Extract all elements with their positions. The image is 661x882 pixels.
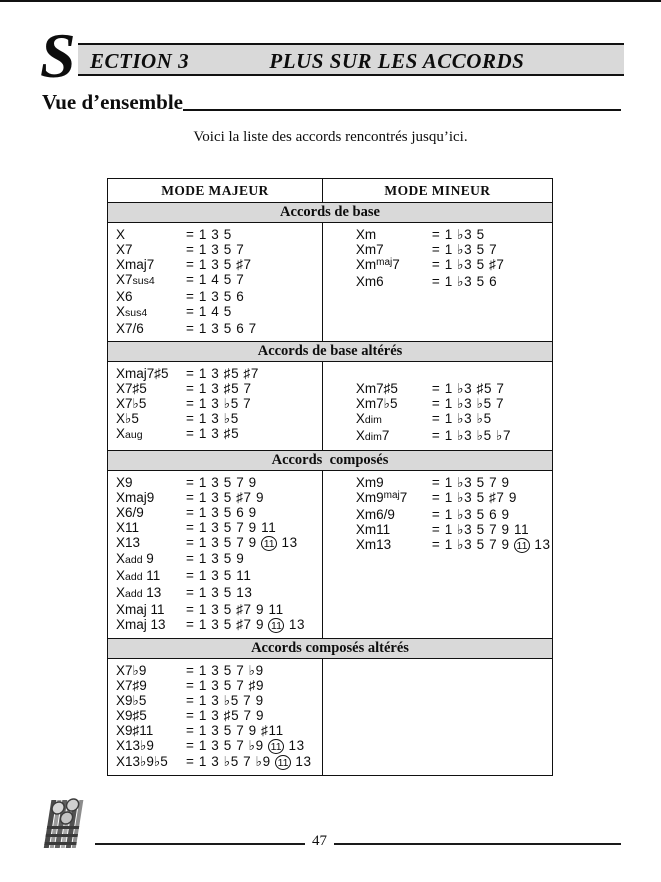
circled-11: 11	[268, 739, 284, 754]
chord-formula: = 1 ♭3 ♭5 7	[431, 396, 505, 411]
chord-name: X6	[116, 289, 133, 304]
chord-name: Xm7	[355, 242, 384, 257]
chord-name: X11	[116, 520, 140, 535]
chord-row	[356, 522, 552, 537]
chord-row	[116, 663, 322, 678]
chord-name: Xsus4	[116, 304, 148, 319]
chord-row	[116, 321, 322, 336]
chord-suffix: sus4	[132, 275, 155, 287]
section-body	[108, 659, 552, 775]
section-drop-cap: S	[40, 20, 76, 91]
chord-formula: = 1 3 5	[186, 227, 232, 242]
col-header-minor: MODE MINEUR	[384, 182, 491, 198]
chord-row	[356, 537, 552, 553]
chord-row	[116, 366, 322, 381]
chord-name: Xadd 9	[116, 551, 154, 566]
chord-name: Xm	[355, 227, 377, 242]
chord-name: X♭5	[116, 411, 139, 426]
chord-formula: = 1 3 ♯5 ♯7	[186, 366, 260, 381]
section-band: Accords de base	[108, 202, 552, 223]
circled-11: 11	[275, 755, 291, 770]
chord-row	[116, 505, 322, 520]
table-header-row	[108, 179, 552, 202]
page-heading: Vue d’ensemble	[42, 90, 183, 114]
chord-name: X9♭5	[116, 693, 147, 708]
chord-row	[116, 568, 322, 585]
chord-row	[356, 227, 552, 242]
chord-row	[116, 289, 322, 304]
chord-row	[116, 396, 322, 411]
column-minor	[323, 362, 552, 450]
chord-name: Xdim7	[355, 428, 390, 443]
chords-table	[107, 178, 553, 776]
chord-suffix: dim	[364, 414, 382, 426]
column-major	[108, 471, 323, 638]
chord-row	[116, 304, 322, 321]
column-minor	[323, 659, 552, 775]
chord-formula: = 1 3 ♭5 7 ♭9 11 13	[186, 754, 312, 769]
chord-formula: = 1 3 5 7 9	[186, 475, 257, 490]
chord-formula: = 1 3 5 6 9	[186, 505, 257, 520]
section-banner	[78, 43, 624, 76]
chord-name: Xm11	[355, 522, 391, 537]
chord-row	[116, 257, 322, 272]
chord-suffix: add	[125, 571, 143, 583]
page-top-rule	[0, 0, 661, 2]
chord-row	[116, 693, 322, 708]
chord-row	[356, 490, 552, 507]
chord-name: X7♭5	[116, 396, 147, 411]
chord-formula: = 1 ♭3 ♭5	[431, 411, 492, 426]
chord-row	[116, 411, 322, 426]
col-header-major: MODE MAJEUR	[108, 179, 323, 202]
chord-row	[116, 723, 322, 738]
chord-row	[356, 428, 552, 445]
chord-formula: = 1 ♭3 5 6	[431, 274, 498, 289]
chord-row	[116, 227, 322, 242]
chord-formula: = 1 3 5 ♯7 9	[186, 490, 265, 505]
section-band: Accords de base altérés	[108, 341, 552, 362]
chord-name: Xdim	[355, 411, 382, 426]
chord-name: Xm7♭5	[355, 396, 398, 411]
chord-formula: = 1 ♭3 5	[431, 227, 485, 242]
chord-name: X	[116, 227, 126, 242]
column-major	[108, 223, 323, 341]
chord-row	[356, 242, 552, 257]
chord-name: Xaug	[116, 426, 143, 441]
chord-formula: = 1 3 5 7 9 11	[186, 520, 277, 535]
chord-suffix: add	[125, 554, 143, 566]
chord-row	[116, 754, 322, 770]
chord-name: X7♯9	[116, 678, 147, 693]
chord-formula: = 1 3 ♯5 7 9	[186, 708, 265, 723]
chord-name: Xmaj 13	[116, 617, 166, 632]
chord-name: X13♭9	[116, 738, 154, 753]
chord-formula: = 1 3 ♯5 7	[186, 381, 252, 396]
section-title: PLUS SUR LES ACCORDS	[269, 49, 525, 73]
chord-name: Xm6	[355, 274, 384, 289]
chord-superscript: maj	[383, 490, 400, 501]
circled-11: 11	[261, 536, 277, 551]
section-body	[108, 223, 552, 341]
chord-formula: = 1 3 5 9	[186, 551, 245, 566]
circled-11: 11	[514, 538, 530, 553]
decorative-mixer-logo-icon	[40, 794, 94, 850]
chord-name: X7	[116, 242, 133, 257]
chord-suffix: dim	[364, 431, 382, 443]
chord-formula: = 1 ♭3 5 7 9 11 13	[431, 537, 551, 552]
chord-formula: = 1 3 5 ♯7	[186, 257, 252, 272]
chord-row	[356, 274, 552, 289]
chord-name: X7♯5	[116, 381, 147, 396]
chord-name: X13♭9♭5	[116, 754, 168, 769]
chord-formula: = 1 3 5 7 ♭9	[186, 663, 264, 678]
chord-formula: = 1 3 5 7	[186, 242, 245, 257]
chord-superscript: maj	[376, 257, 393, 268]
chord-row	[116, 551, 322, 568]
heading-rule	[183, 109, 621, 111]
chord-name: Xmaj7♯5	[116, 366, 169, 381]
chord-name: X9♯5	[116, 708, 147, 723]
chord-formula: = 1 3 ♯5	[186, 426, 240, 441]
footer	[95, 832, 621, 852]
chord-row	[116, 535, 322, 551]
footer-rule-right	[334, 843, 621, 845]
chord-formula: = 1 ♭3 ♯5 7	[431, 381, 505, 396]
chord-formula: = 1 3 5 6 7	[186, 321, 257, 336]
section-band: Accords composés	[108, 450, 552, 471]
chord-row	[116, 602, 322, 617]
chord-row	[116, 475, 322, 490]
chord-name: Xm9	[355, 475, 384, 490]
chord-formula: = 1 ♭3 5 6 9	[431, 507, 510, 522]
chord-row	[356, 411, 552, 428]
chord-row	[116, 708, 322, 723]
chord-row	[356, 507, 552, 522]
chord-row	[116, 678, 322, 693]
intro-text: Voici la liste des accords rencontrés jusqu’ici.	[193, 129, 468, 145]
chord-suffix: aug	[125, 429, 143, 441]
chord-name: X13	[116, 535, 141, 550]
chord-formula: = 1 ♭3 5 ♯7 9	[431, 490, 517, 505]
chord-suffix: sus4	[125, 307, 148, 319]
chord-name: X7/6	[116, 321, 144, 336]
chord-row	[116, 242, 322, 257]
footer-rule-left	[95, 843, 305, 845]
chord-formula: = 1 3 5 7 ♯9	[186, 678, 265, 693]
chord-formula: = 1 ♭3 5 7 9 11	[431, 522, 530, 537]
chord-formula: = 1 3 5 6	[186, 289, 245, 304]
table-sections	[108, 202, 552, 775]
column-minor	[323, 471, 552, 638]
chord-row	[116, 585, 322, 602]
chord-suffix: add	[125, 588, 143, 600]
chord-formula: = 1 3 5 7 9 11 13	[186, 535, 298, 550]
chord-name: Xadd 13	[116, 585, 162, 600]
circled-11: 11	[268, 618, 284, 633]
chord-formula: = 1 ♭3 5 ♯7	[431, 257, 505, 272]
chord-row	[116, 520, 322, 535]
page-number: 47	[312, 832, 327, 849]
chord-row	[356, 381, 552, 396]
chord-name: $Xm9^{maj}7$	[355, 490, 408, 505]
chord-formula: = 1 3 5 13	[186, 585, 253, 600]
chord-formula: = 1 4 5 7	[186, 272, 245, 287]
chord-formula: = 1 3 ♭5 7 9	[186, 693, 264, 708]
chord-name: Xm7♯5	[355, 381, 398, 396]
chord-row	[116, 617, 322, 633]
chord-formula: = 1 4 5	[186, 304, 232, 319]
section-body	[108, 471, 552, 638]
chord-row	[356, 475, 552, 490]
chord-row	[356, 257, 552, 274]
chord-name: X6/9	[116, 505, 144, 520]
chord-name: Xm13	[355, 537, 392, 552]
chord-row	[116, 490, 322, 505]
chord-name: X7♭9	[116, 663, 147, 678]
chord-name: X9	[116, 475, 133, 490]
chord-name: Xmaj7	[116, 257, 155, 272]
section-band: Accords composés altérés	[108, 638, 552, 659]
chord-row	[116, 381, 322, 396]
chord-name: Xm6/9	[355, 507, 395, 522]
chord-name: X9♯11	[116, 723, 154, 738]
chord-name: $Xm^{maj}7$	[355, 257, 400, 272]
chord-formula: = 1 3 5 ♯7 9 11 13	[186, 617, 306, 632]
section-body	[108, 362, 552, 450]
chord-name: X7sus4	[116, 272, 155, 287]
chord-formula: = 1 ♭3 ♭5 ♭7	[431, 428, 512, 443]
column-major	[108, 659, 323, 775]
chord-name: Xmaj 11	[116, 602, 165, 617]
chord-formula: = 1 3 5 11	[186, 568, 252, 583]
column-minor	[323, 223, 552, 341]
chord-formula: = 1 3 5 7 9 ♯11	[186, 723, 284, 738]
chord-formula: = 1 3 5 ♯7 9 11	[186, 602, 284, 617]
chord-formula: = 1 ♭3 5 7 9	[431, 475, 510, 490]
chord-formula: = 1 3 ♭5	[186, 411, 239, 426]
section-number-label: ECTION 3	[90, 49, 190, 73]
column-major	[108, 362, 323, 450]
chord-formula: = 1 3 ♭5 7	[186, 396, 252, 411]
chord-row	[116, 426, 322, 443]
chord-row	[356, 396, 552, 411]
chord-row	[116, 738, 322, 754]
chord-name: Xmaj9	[116, 490, 155, 505]
chord-row	[116, 272, 322, 289]
chord-formula: = 1 3 5 7 ♭9 11 13	[186, 738, 305, 753]
chord-formula: = 1 ♭3 5 7	[431, 242, 498, 257]
chord-name: Xadd 11	[116, 568, 161, 583]
